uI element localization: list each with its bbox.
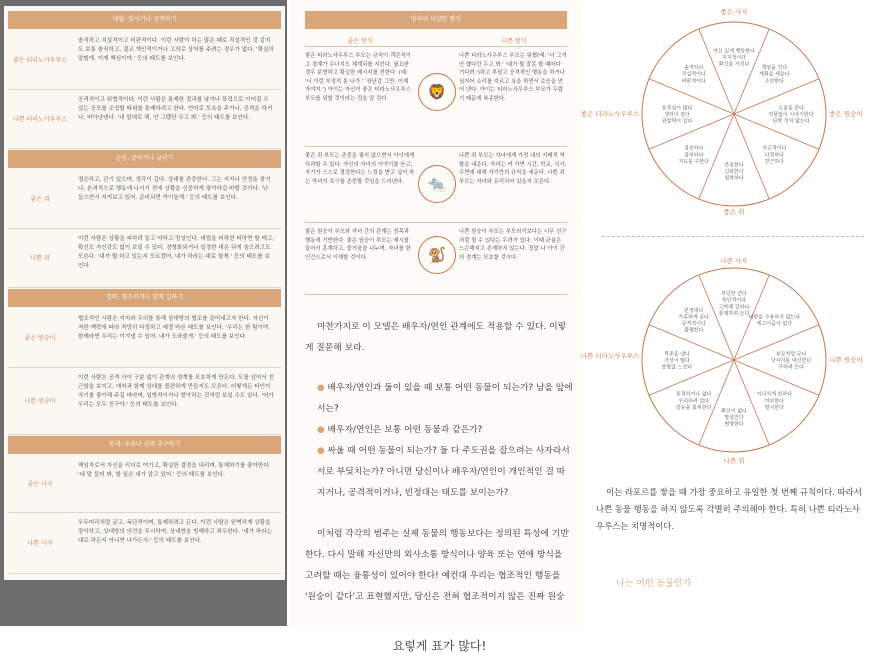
body-paragraph: 마찬가지로 이 모델은 배우자/연인 관계에도 적용할 수 있다. 이렇게 질문해 보라. bbox=[305, 322, 567, 353]
bullet-item bbox=[305, 420, 573, 441]
wheel-segment-text: 비판을 수용하지 않는다 에고이즘이 없다 bbox=[748, 314, 801, 327]
bullet-item bbox=[305, 378, 573, 420]
wheel-label-left: 나쁜 티라노사우루스 bbox=[580, 352, 640, 360]
row-label: 나쁜 원숭이 bbox=[24, 397, 56, 405]
section-title: 순응: 굴하거나 굽히기 bbox=[8, 150, 281, 168]
wheel-segment-text: 복종을 낸다 가성이 많다 분함을 느낀다 bbox=[661, 351, 693, 371]
row-label: 나쁜 쥐 bbox=[30, 254, 50, 262]
good-parent-text: 좋은 원숭이 부모와 자녀 간의 관계는 친목과 행동에 기반한다. 좋은 원숭이 부모는 예시를 들어서 훈계하고, 즐거움을 나누며, 자녀를 한 인간으로서 이해할 것이다. bbox=[305, 229, 411, 261]
wheel-segment-text: 사교적이다 다정하다 친근하다 bbox=[762, 145, 787, 165]
animal-icon: 🦁 bbox=[418, 73, 456, 111]
good-behavior-wheel bbox=[580, 0, 879, 230]
wheel-segment-text: 솔직하다 직설적이다 비판적이다 bbox=[681, 65, 706, 85]
wheel-label-bottom: 나쁜 쥐 bbox=[723, 457, 745, 465]
wheel-label-right: 나쁜 원숭이 bbox=[829, 356, 863, 364]
table-row bbox=[8, 513, 281, 574]
divider bbox=[305, 222, 567, 223]
row-label: 좋은 티라노사우루스 bbox=[12, 56, 68, 64]
wheel-segment-text: 책임을 진다 계획을 세운다 조언한다 bbox=[759, 65, 790, 85]
wheel-segment-text: 동정심이 많다 생각이 깊다 관찰력이 있다 bbox=[661, 105, 693, 125]
column-header-good: 좋은 방식 bbox=[347, 38, 373, 45]
bad-parent-text: 나쁜 티라노사우루스 부모는 위협(예: '너 그거 안 했다간 두고 봐.' '네가 뭘 잘못 할 때마다 기다려.')하고 부담고 공격적인 행동을 하거나 심지어 소리를 지르고 욕을 하면서 순응을 얻어 낸다. 아이는 티라노사우루스 부모가 두렵기 때문에 복종한다. bbox=[459, 53, 567, 102]
page-strip-1 bbox=[0, 0, 287, 626]
divider bbox=[602, 236, 864, 237]
row-text: 겸손하고, 관기 있으며, 생각이 깊다. 상대를 존중한다. 그는 지지나 안정을 찾거나, 본격적으로 행동에 나서기 전에 상황을 신중하게 평가하길 바랄 것이다. '난 들으면서 지켜보고 있어. 준비되면 까이둘게.' 등의 태도를 보인다. bbox=[78, 177, 271, 201]
animal-icon: 🐀 bbox=[418, 165, 456, 203]
wheel-label-left: 좋은 티라노사우루스 bbox=[580, 110, 640, 118]
column-header-bad: 나쁜 방식 bbox=[501, 38, 527, 45]
page-strip-3 bbox=[580, 0, 879, 626]
bullet-icon: ● bbox=[317, 383, 325, 393]
wheel-segment-text: 존중한다 신뢰한다 침착하다 bbox=[724, 162, 744, 182]
table-row bbox=[8, 90, 281, 149]
divider bbox=[305, 146, 567, 147]
wheel-segment-text: 자신 있게 행동한다 지지적이다 확신을 가진다 bbox=[713, 48, 755, 68]
wheel-label-right: 좋은 원숭이 bbox=[829, 110, 863, 118]
row-text: 솔직하고 직설적이고 비판적이다. 이런 사람이 하는 많은 때로 직설적인 것 같지도 보통 솔직하고, 결코 개인적이거나 고의로 상처를 주려는 경우가 없다. '확실히 말할게. 이게 핵심이야.' 등의 태도를 보인다. bbox=[78, 38, 274, 62]
table-row bbox=[8, 31, 281, 90]
wheel-segment-text: 확신이 없다 망설인다 변명한다 bbox=[721, 408, 747, 428]
bullet-text: 싸울 때 어떤 동물이 되는가? 둘 다 주도권을 잡으려는 사자라서 서로 부딪치는가? 아니면 당신이나 배우자/연인이 개인적인 걸 따지거나, 공격적이거나, 빈정대는 태도를 보이는가? bbox=[317, 446, 570, 498]
bad-parent-text: 나쁜 원숭이 부모는 부모라기보다는 너무 친구처럼 될 수 있다는 우려가 있다. 이때 규율은 느슨해지고 존재하지 않는다. 정말 나 아이 간의 경계는 모호할 것이다. bbox=[459, 229, 567, 261]
section-title: 통제: 우위나 권력 추구하기 bbox=[8, 436, 281, 454]
row-label: 좋은 쥐 bbox=[30, 195, 50, 203]
good-parent-text: 좋은 쥐 부모는 존중을 필지 않으면서 아이에게 사과할 수 있다. 자신의 자녀의 이야기를 듣고, 자기가 스스로 결정한다는 느낌을 받고 싶어 하는 자녀의 욕구를 존중할 것임을 드러낸다. bbox=[305, 153, 415, 185]
page-strip-2 bbox=[291, 0, 582, 626]
bullet-icon: ● bbox=[317, 446, 325, 456]
body-paragraph: 이는 라포르를 쌓을 때 가장 중요하고 유일한 첫 번째 규칙이다. 따라서 나쁜 동물 행동을 하지 않도록 각별히 주의해야 한다. 특히 나쁜 티라노사우루스는 치명적이다. bbox=[596, 487, 862, 531]
table-row bbox=[8, 456, 281, 513]
page-1 bbox=[4, 6, 285, 580]
wheel-segment-text: 부모처럼 군다 당사자를 대신한다 구하려 든다 bbox=[770, 351, 812, 371]
wheel-label-top: 나쁜 사자 bbox=[720, 257, 748, 265]
bad-behavior-wheel bbox=[580, 250, 879, 480]
divider bbox=[305, 294, 567, 295]
good-parent-text: 좋은 티라노사우루스 부모는 규칙이 객관적이고 경계가 무너지도 체계되를 지킨다. 필요한 경우 분명하고 확실한 메시지를 전한다. (예: '너 이런 부정적 툰 나가.' '장난감 그만. 이제 자야지.') 아이는 자신이 좋은 티라노사우루스 부모를 위할 것이라는 것을 알 것다. bbox=[305, 53, 411, 102]
bullet-item bbox=[305, 441, 573, 504]
table-title: 양육의 다양한 방식 bbox=[305, 11, 567, 29]
section-title: 대립: 맞서거나 공격하기 bbox=[8, 11, 281, 29]
wheel-segment-text: 지나치게 친하다 미부한다 말시한다 bbox=[756, 391, 793, 411]
row-text: 책임자로서 자신을 리더로 여기고, 확실한 결정을 내리며, 통제하기를 좋아한다. '내 말 들어 봐, 할 일은 내가 알고 있어.' 등의 태도를 보인다. bbox=[78, 463, 271, 478]
subheading: 나는 어떤 동물인가 bbox=[616, 579, 692, 589]
wheel-segment-text: 겸손하다 겸허하다 지도를 구한다 bbox=[678, 145, 709, 165]
divider bbox=[305, 46, 567, 47]
table-row bbox=[8, 170, 281, 229]
bullet-icon: ● bbox=[317, 425, 325, 435]
wheel-segment-text: 도움을 준다 허물없이 이야기한다 단짝 정처 않는다 bbox=[768, 105, 814, 125]
table-row bbox=[8, 229, 281, 288]
row-label: 좋은 원숭이 bbox=[24, 334, 56, 342]
wheel-segment-text: 동정하거나 없다 우리하려 얼다 갈등을 회피한다 bbox=[675, 391, 712, 411]
row-label: 좋은 사자 bbox=[27, 480, 53, 488]
table-row bbox=[8, 309, 281, 368]
row-text: 이런 사람은 공격 사이 구분 없이 관계의 경계를 모호하게 만든다. 도를 넘어서 친근함을 보이고, 애착과 함께 상대를 불편하게 만들지도 모른다. 어떻게든 타인이 자기를 좋아해 주길 바라며, 일방적이거나 발악하는 것처럼 보일 수도 있다. '어가 우리는 모두 친구야.' 등의 태도를 보인다. bbox=[78, 375, 275, 408]
wheel-label-top: 좋은 사자 bbox=[720, 8, 748, 16]
wheel-label-bottom: 좋은 쥐 bbox=[723, 208, 745, 216]
row-text: 우두머리처럼 굴고, 독단적이며, 통제하려고 든다. 이런 사람은 완벽하게 상황을 장악하고, 상대방의 의견을 무시하며, 상대방을 방해하고 좌우한다. '내가 하라는 대로 하든지 아니면 나가든지.' 등의 태도를 보인다. bbox=[78, 520, 273, 544]
animal-icon: 🐒 bbox=[418, 236, 456, 274]
section-title: 협력: 협조하거나 함께 일하기 bbox=[8, 289, 281, 307]
row-label: 나쁜 사자 bbox=[27, 539, 53, 547]
bullet-text: 배우자/연인과 둘이 있을 때 보통 어떤 동물이 되는가? 남을 앞에서는? bbox=[317, 383, 573, 414]
wheel-segment-text: 부당한 군다 독단적이다 고학해 강하다 통제하려 든다 bbox=[718, 291, 750, 317]
page-2 bbox=[291, 0, 582, 626]
row-text: 공격적이고 위협적이다. 이런 사람은 통제한 결과를 낳거나 폭력으로 이어질 수 있는 공포를 조성할 따위를 통제하려고 한다. 언어로 모욕을 주거나, 공격을 하거나, 비아냥댄다. '내 말대로 해, 안 그랬단 두고 봐.' 등의 태도를 보인다. bbox=[78, 97, 273, 121]
row-text: 협조적인 사람은 지지와 우의를 통해 상대방의 협조를 끌어내고자 한다. 자신이 저한 맥락에 따라 적당히 다정하고 예절 바른 태도를 보인다. '우리는 한 팀이야. 함께라면 우리는 이겨낼 수 있어. 내가 도와줄게.' 등의 태도를 보인다. bbox=[78, 316, 271, 340]
image-caption: 요렇게 표가 많다! bbox=[392, 639, 487, 653]
row-label: 나쁜 티라노사우루스 bbox=[12, 115, 68, 123]
table-row bbox=[8, 368, 281, 435]
page-3 bbox=[580, 0, 879, 626]
body-paragraph: 이처럼 각각의 범주는 실제 동물의 행동보다는 정의된 특성에 기반한다. 다시 말해 자신만의 외사소통 방식이나 양육 또는 연애 방식을 고려할 때는 융통성이 있어야 한다! 예컨대 우리는 협조적인 행동을 '원숭이 같다'고 표현했지만, 당신은 전혀 협조적이지 않은 진짜 원숭 bbox=[305, 529, 569, 602]
row-text: 이런 사람은 상황을 피하려 들고 약하고 망설인다. 대립을 피하련 피하면 할 테고, 확신도 자신감도 없이 보일 수 있다. 경형화되거나 일정한 대은 뒤에 숨으려고도 모른다. '내가 뭘 하고 있는지 모르겠어, 네가 하라는 대로 할게.' 등의 태도를 보인다. bbox=[78, 236, 275, 269]
bad-parent-text: 나쁜 쥐 부모는 자녀에게 가정 내의 지배적 역할을 내준다. 자녀는 커 가면 시간, 학교, 식사, 수면에 대해 자기만의 규칙을 세운다. 나쁜 쥐 부모는 자녀와 유리되어 있을지 모른다. bbox=[459, 153, 567, 185]
wheel-segment-text: 빈정대다 가혹하게 군다 공격적이다 불평한다 bbox=[678, 307, 709, 334]
bullet-text: 배우자/연인은 보통 어떤 동물과 같은가? bbox=[327, 425, 483, 435]
